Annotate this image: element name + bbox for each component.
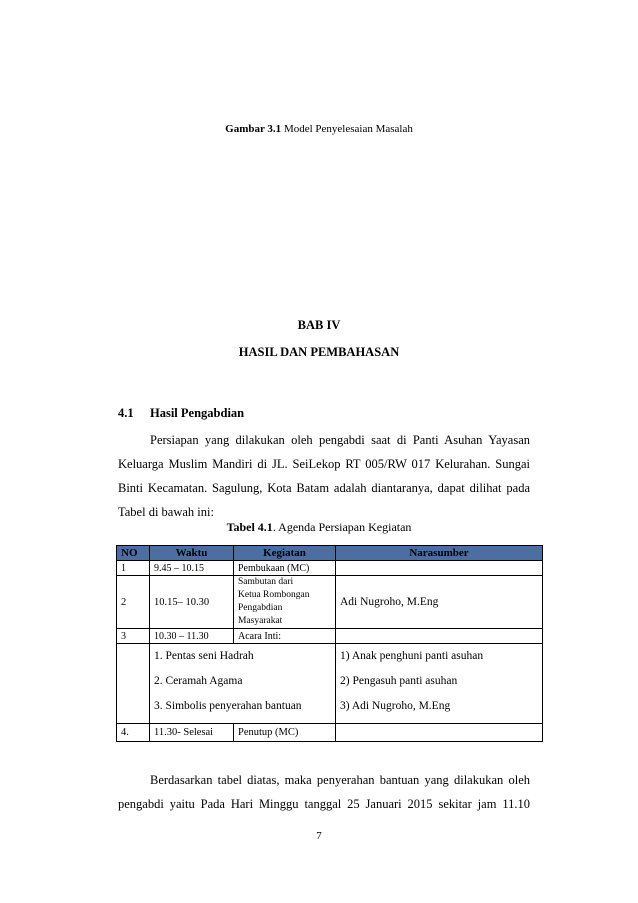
table-row [117,629,543,644]
agenda-table [116,545,543,742]
activity-line: Sambutan dari [238,577,294,587]
cell-activity: Penutup (MC) [234,724,336,742]
core-speaker-item: 2) Pengasuh panti asuhan [340,675,458,687]
chapter-subtitle: HASIL DAN PEMBAHASAN [238,345,400,359]
paragraph-intro [118,428,530,524]
core-speaker-item: 1) Anak penghuni panti asuhan [340,650,484,662]
cell-no: 2 [117,576,150,629]
paragraph-line: Keluarga Muslim Mandiri di JL. SeiLekop RT 005/RW 017 Kelurahan. Sungai [118,457,530,471]
table-caption-label: Tabel 4.1 [226,520,273,534]
header-speaker: Narasumber [336,546,543,561]
activity-line: Masyarakat [238,616,283,626]
table-row [117,576,543,629]
table-header-row [117,546,543,561]
figure-caption-label: Gambar 3.1 [225,123,282,135]
paragraph-line: Tabel di bawah ini: [118,505,214,519]
paragraph-line: Persiapan yang dilakukan oleh pengabdi saat di Panti Asuhan Yayasan [150,433,530,447]
core-activity-item: 2. Ceramah Agama [154,675,243,687]
cell-no: 4. [117,724,150,742]
activity-line: Ketua Rombongan [238,590,310,600]
cell-activity: Acara Inti: [234,629,336,644]
section-number: 4.1 [118,406,134,420]
activity-line: Pengabdian [238,603,283,613]
page-number: 7 [316,830,322,842]
core-activity-item: 1. Pentas seni Hadrah [154,650,254,662]
cell-time: 10.30 – 11.30 [150,629,234,644]
paragraph-line: Binti Kecamatan. Sagulung, Kota Batam adalah diantaranya, dapat dilihat pada [118,481,530,495]
table-row [117,561,543,576]
header-time: Waktu [150,546,234,561]
header-no: NO [117,546,150,561]
cell-time: 9.45 – 10.15 [150,561,234,576]
cell-time: 10.15– 10.30 [150,576,234,629]
cell-activity [234,576,336,629]
cell-speaker [336,561,543,576]
chapter-title: BAB IV [297,318,341,332]
cell-activity: Pembukaan (MC) [234,561,336,576]
cell-time: 11.30- Selesai [150,724,234,742]
paragraph-line: Berdasarkan tabel diatas, maka penyerahan bantuan yang dilakukan oleh [150,773,530,787]
cell-speaker: Adi Nugroho, M.Eng [336,576,543,629]
figure-caption [0,123,638,135]
cell-speaker [336,629,543,644]
paragraph-conclusion [118,768,530,816]
section-heading [118,406,244,421]
core-activities-cell [150,644,336,724]
table-row-core [117,644,543,724]
cell-no: 1 [117,561,150,576]
figure-caption-text: Model Penyelesaian Masalah [281,123,413,135]
core-speakers-cell [336,644,543,724]
core-speaker-item: 3) Adi Nugroho, M.Eng [340,700,451,712]
cell-speaker [336,724,543,742]
table-caption-text: . Agenda Persiapan Kegiatan [272,520,412,534]
table-caption [0,520,638,535]
cell-no: 3 [117,629,150,644]
cell-no-empty [117,644,150,724]
paragraph-line: pengabdi yaitu Pada Hari Minggu tanggal 25 Januari 2015 sekitar jam 11.10 [118,797,530,811]
section-title: Hasil Pengabdian [150,406,245,420]
core-activity-item: 3. Simbolis penyerahan bantuan [154,700,302,712]
header-activity: Kegiatan [234,546,336,561]
table-row [117,724,543,742]
